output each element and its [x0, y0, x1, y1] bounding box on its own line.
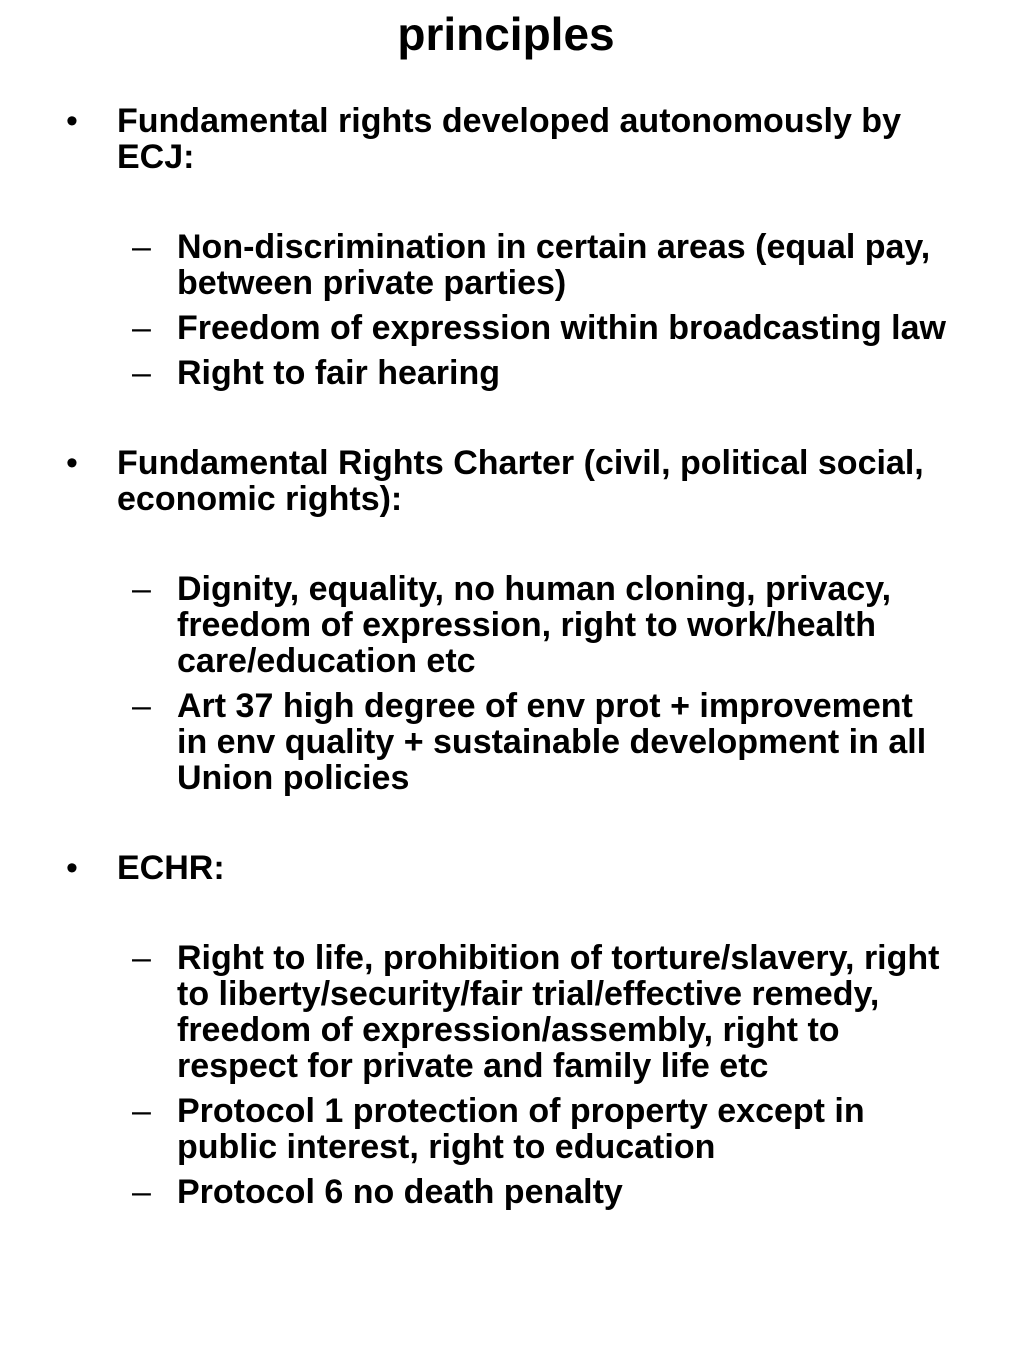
- sub-item: [0, 310, 947, 346]
- bullet-text: Fundamental Rights Charter (civil, political social, economic rights):: [117, 444, 924, 518]
- bullet-marker: •: [66, 849, 78, 887]
- bullet-marker: •: [66, 444, 78, 482]
- sub-item: [0, 355, 947, 391]
- sub-marker: –: [132, 570, 151, 608]
- bullet-text: Fundamental rights developed autonomously by ECJ:: [117, 102, 901, 176]
- sub-marker: –: [132, 1173, 151, 1211]
- slide-content: [0, 103, 1024, 1210]
- sub-marker: –: [132, 1092, 151, 1130]
- slide-title: principles: [397, 8, 615, 60]
- bullet-marker: •: [66, 102, 78, 140]
- sub-item-text: Non-discrimination in certain areas (equal pay, between private parties): [177, 228, 931, 302]
- sub-item: [0, 229, 947, 301]
- sub-item-text: Protocol 1 protection of property except in public interest, right to education: [177, 1092, 865, 1166]
- sub-item-text: Right to life, prohibition of torture/slavery, right to liberty/security/fair trial/effective remedy, freedom of expression/assembly, right to respect for private and family life etc: [177, 939, 940, 1085]
- sub-marker: –: [132, 939, 151, 977]
- sub-item: [0, 571, 947, 679]
- sub-item-text: Protocol 6 no death penalty: [177, 1173, 623, 1211]
- sub-marker: –: [132, 228, 151, 266]
- bullet-echr: [0, 850, 947, 886]
- sub-item: [0, 1093, 947, 1165]
- bullet-text: ECHR:: [117, 849, 225, 887]
- sub-item-text: Right to fair hearing: [177, 354, 500, 392]
- sub-marker: –: [132, 354, 151, 392]
- bullet-charter: [0, 445, 947, 517]
- sub-item: [0, 688, 947, 796]
- sub-item-text: Freedom of expression within broadcasting law: [177, 309, 946, 347]
- sub-item: [0, 940, 947, 1084]
- sub-marker: –: [132, 687, 151, 725]
- bullet-ecj: [0, 103, 947, 175]
- sub-item: [0, 1174, 947, 1210]
- sub-marker: –: [132, 309, 151, 347]
- sub-item-text: Dignity, equality, no human cloning, privacy, freedom of expression, right to work/health care/education etc: [177, 570, 892, 680]
- sub-item-text: Art 37 high degree of env prot + improvement in env quality + sustainable development in all Union policies: [177, 687, 927, 797]
